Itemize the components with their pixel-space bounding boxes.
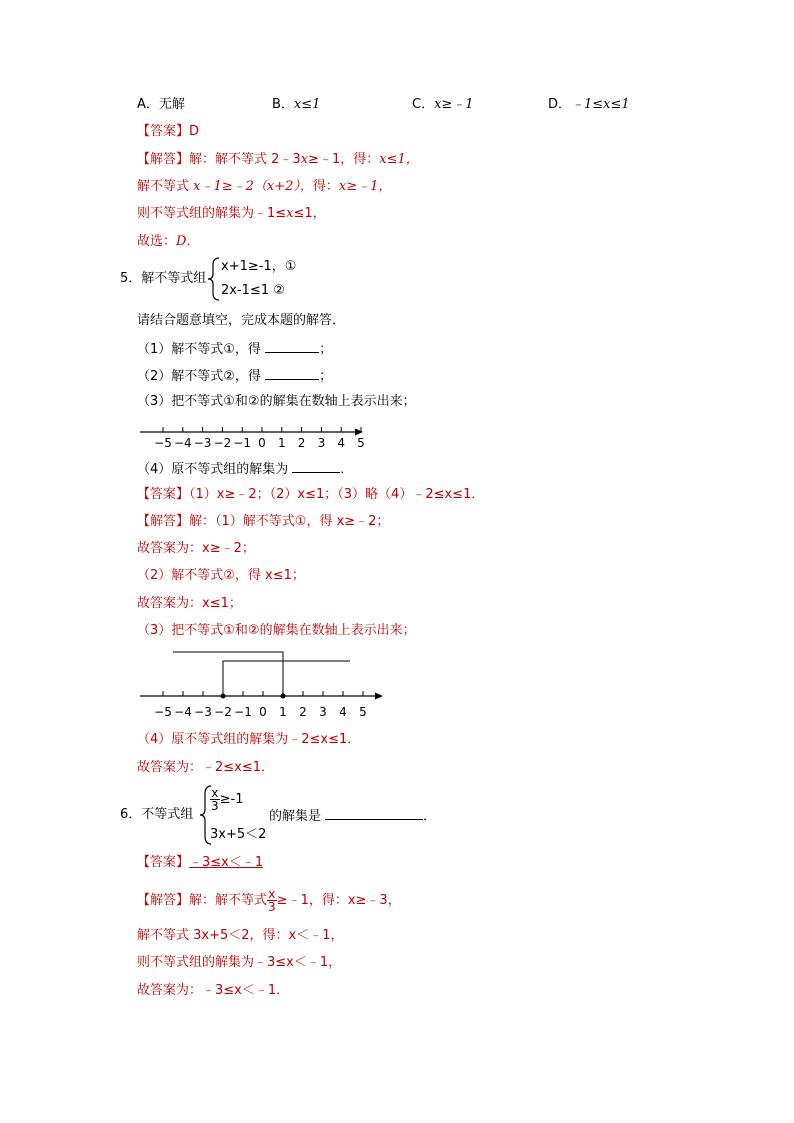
analysis-text: 解：解不等式 [189, 893, 268, 908]
q5-answer-number-line [135, 645, 395, 721]
q6-system-line1 [210, 787, 244, 812]
analysis-text: 解不等式 [137, 179, 194, 194]
answer-blank[interactable] [325, 807, 423, 820]
axis-tick-label: −3 [194, 705, 212, 719]
analysis-math: x﹣1≥﹣2（x+2）， [193, 179, 313, 194]
fraction-denominator: 3 [211, 799, 219, 813]
option-d [548, 97, 630, 113]
step-text: （2）解不等式②，得 [137, 369, 261, 384]
option-a: A．无解 [137, 97, 185, 112]
axis-tick-label: 2 [299, 705, 307, 719]
analysis-tag: 【解答】 [137, 514, 190, 529]
q6-suffix [269, 807, 436, 825]
q5-analysis-line2: 故答案为：x≥﹣2； [137, 541, 255, 556]
step-end: ； [319, 342, 333, 357]
analysis-math: x [300, 152, 309, 167]
answer-value: （1）x≥﹣2；（2）x≤1；（3）略（4）﹣2≤x≤1． [189, 487, 485, 502]
axis-tick-label: −1 [234, 705, 252, 719]
axis-tick-label: 3 [317, 436, 326, 450]
q5-system-line1: x+1≥-1，① [221, 259, 297, 274]
analysis-text: 则不等式组的解集为﹣1≤ [137, 206, 287, 221]
option-d-letter: D． [548, 97, 572, 112]
q6-analysis-line1 [137, 888, 401, 913]
analysis-math: x≤1， [379, 152, 419, 167]
axis-tick-label: 5 [357, 436, 365, 450]
axis-tick-label: −4 [174, 705, 192, 719]
analysis-text: ≥﹣1，得： [308, 152, 380, 167]
answer-blank[interactable] [292, 460, 340, 473]
q4-analysis-line4 [137, 234, 199, 250]
q5-analysis-line3: （2）解不等式②，得 x≤1； [137, 568, 305, 583]
solid-dot-lower [221, 694, 226, 699]
suffix-end: ． [423, 809, 437, 824]
axis-tick-label: 2 [297, 436, 306, 450]
analysis-tag: 【解答】 [137, 152, 190, 167]
axis-tick-label: 1 [277, 436, 286, 450]
analysis-text: ． [186, 234, 200, 249]
axis-tick-label: 1 [279, 705, 287, 719]
q5-step1 [137, 340, 332, 358]
suffix-text: 的解集是 [269, 809, 322, 824]
q5-answer [137, 487, 484, 503]
answer-tag: 【答案】 [137, 855, 190, 870]
q5-number-line [135, 417, 375, 451]
q6-analysis-line2: 解不等式 3x+5＜2，得：x＜﹣1， [137, 928, 344, 943]
q5-brace-icon [207, 257, 221, 301]
option-b [272, 97, 320, 113]
option-b-letter: B． [272, 97, 294, 112]
q5-system-line2: 2x-1≤1 ② [221, 283, 285, 298]
axis-tick-label: −4 [173, 436, 192, 450]
solution-bracket-upper [173, 652, 283, 696]
axis-tick-label: 0 [259, 705, 267, 719]
axis-tick-label: 0 [258, 436, 266, 450]
q5-instruction: 请结合题意填空，完成本题的解答． [137, 313, 346, 328]
step-end: ； [319, 369, 333, 384]
fraction [210, 787, 220, 812]
q5-number: 5．解不等式组 [120, 271, 207, 286]
axis-tick-label: 3 [319, 705, 327, 719]
q4-analysis-line3 [137, 206, 326, 222]
q4-answer [137, 124, 199, 140]
fraction-numerator: x [211, 786, 219, 800]
q5-analysis-line5: （3）把不等式①和②的解集在数轴上表示出来； [137, 623, 416, 638]
q5-step4 [137, 460, 353, 478]
axis-tick-label: 5 [359, 705, 367, 719]
q6-analysis-line3: 则不等式组的解集为﹣3≤x＜﹣1， [137, 955, 342, 970]
answer-tag: 【答案】 [137, 124, 190, 139]
q5-analysis-line6: （4）原不等式组的解集为﹣2≤x≤1． [137, 732, 361, 747]
q5-step2 [137, 367, 332, 385]
solid-dot-upper [281, 694, 286, 699]
option-d-math: ﹣1≤x≤1 [571, 97, 630, 112]
solution-bracket-lower [223, 661, 350, 696]
analysis-tag: 【解答】 [137, 893, 190, 908]
q4-analysis-line2 [137, 179, 391, 195]
q6-analysis-line4: 故答案为：﹣3≤x＜﹣1． [137, 983, 290, 998]
step-end: ． [340, 462, 354, 477]
analysis-math: D [176, 234, 187, 249]
option-c-math: x≥﹣1 [434, 97, 474, 112]
axis-tick-label: −2 [214, 705, 232, 719]
answer-value: ﹣3≤x＜﹣1 [189, 855, 264, 870]
analysis-text: 得： [312, 179, 339, 194]
step-text: （1）解不等式①，得 [137, 342, 261, 357]
q6-number: 6．不等式组 [120, 807, 194, 822]
axis-tick-label: −5 [154, 436, 172, 450]
q5-analysis-line4: 故答案为：x≤1； [137, 596, 242, 611]
axis-tick-label: −3 [193, 436, 212, 450]
option-b-math: x≤1 [293, 97, 321, 112]
q6-system-line2: 3x+5＜2 [210, 827, 267, 842]
inequality-rest: ≥-1 [219, 792, 244, 807]
analysis-text: ≥﹣1，得：x≥﹣3， [276, 893, 401, 908]
analysis-math: x [286, 206, 294, 221]
analysis-math: x≥﹣1， [338, 179, 392, 194]
analysis-text: ≤1， [293, 206, 326, 221]
axis-arrow-icon [355, 429, 363, 436]
answer-blank[interactable] [265, 340, 319, 353]
axis-tick-label: −2 [213, 436, 232, 450]
axis-arrow-icon [375, 693, 383, 700]
fraction-denominator: 3 [268, 900, 276, 914]
q6-answer [137, 855, 263, 871]
analysis-text: 解：解不等式 2﹣3 [189, 152, 301, 167]
fraction-numerator: x [268, 887, 276, 901]
axis-tick-label: −5 [154, 705, 172, 719]
analysis-text: 故选： [137, 234, 177, 249]
q5-step3: （3）把不等式①和②的解集在数轴上表示出来； [137, 394, 416, 409]
answer-blank[interactable] [265, 367, 319, 380]
answer-tag: 【答案】 [137, 487, 190, 502]
axis-tick-label: −1 [233, 436, 252, 450]
axis-tick-label: 4 [337, 436, 346, 450]
q5-analysis-line7: 故答案为：﹣2≤x≤1． [137, 760, 275, 775]
option-c [412, 97, 474, 113]
option-c-letter: C． [412, 97, 435, 112]
analysis-text: 解：（1）解不等式①，得 x≥﹣2； [189, 514, 390, 529]
answer-value: D [189, 124, 200, 139]
step-text: （4）原不等式组的解集为 [137, 462, 289, 477]
q5-analysis-line1 [137, 514, 389, 530]
q4-analysis-line1 [137, 152, 419, 168]
fraction [267, 888, 277, 913]
axis-tick-label: 4 [339, 705, 347, 719]
